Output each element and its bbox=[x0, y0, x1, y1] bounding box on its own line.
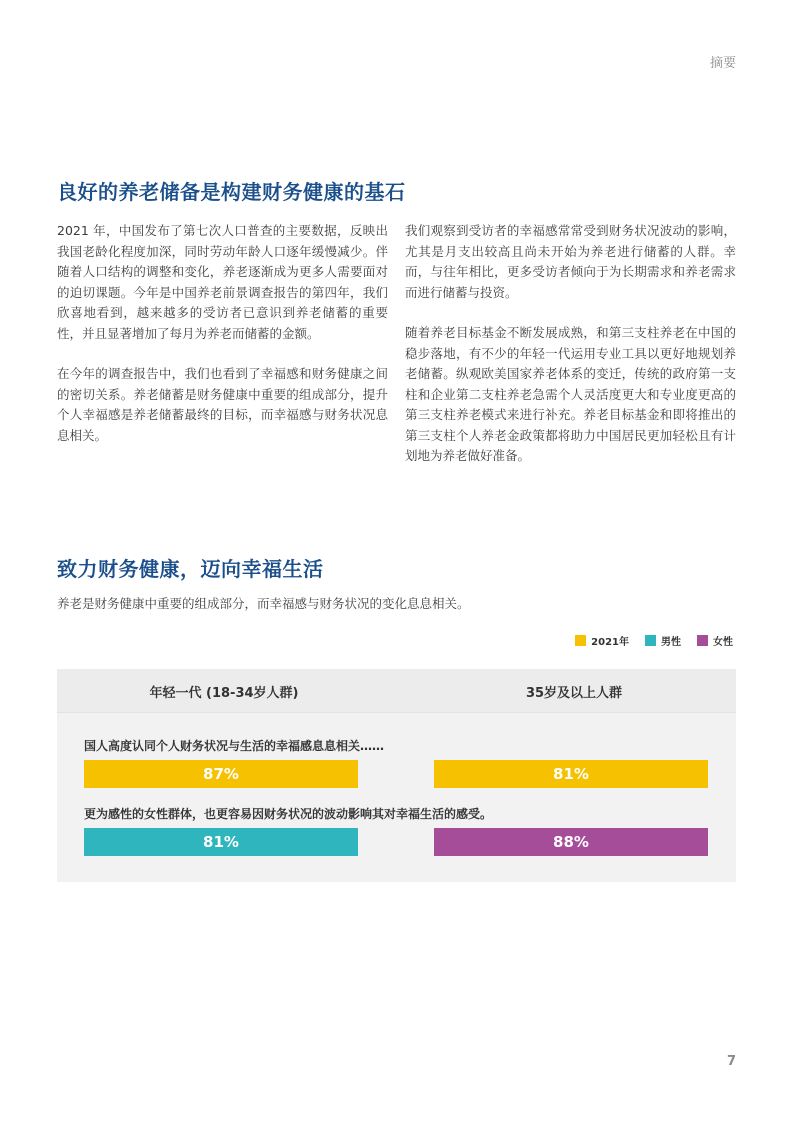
legend-label: 2021年 bbox=[591, 637, 629, 648]
column-header-older: 35岁及以上人群 bbox=[525, 686, 623, 701]
legend-item-male bbox=[645, 633, 681, 648]
paragraph: 我们观察到受访者的幸福感常常受到财务状况波动的影响，尤其是月支出较高且尚未开始为养老进行储蓄的人群。幸而，与往年相比，更多受访者倾向于为长期需求和养老需求而进行储蓄与投资。 bbox=[405, 223, 736, 300]
legend-swatch bbox=[697, 635, 708, 646]
legend-item-2021 bbox=[575, 633, 629, 648]
panel-header bbox=[57, 669, 736, 713]
legend-item-female bbox=[697, 633, 733, 648]
bar-young-wellbeing bbox=[84, 760, 358, 788]
bar-older-wellbeing bbox=[434, 760, 708, 788]
paragraph: 随着养老目标基金不断发展成熟，和第三支柱养老在中国的稳步落地，有不少的年轻一代运用专业工具以更好地规划养老储蓄。纵观欧美国家养老体系的变迁，传统的政府第一支柱和企业第二支柱养老急需个人灵活度更大和专业度更高的第三支柱养老模式来进行补充。养老目标基金和即将推出的第三支柱个人养老金政策都将助力中国居民更加轻松且有计划地为养老做好准备。 bbox=[405, 325, 736, 463]
legend-label: 男性 bbox=[661, 637, 681, 648]
bar-value: 81% bbox=[553, 765, 589, 783]
section-title-financial-wellness: 致力财务健康，迈向幸福生活 bbox=[57, 557, 324, 581]
bar-value: 88% bbox=[553, 833, 589, 851]
stat-label-wellbeing: 国人高度认同个人财务状况与生活的幸福感息息相关…… bbox=[84, 739, 385, 753]
bar-value: 81% bbox=[203, 833, 239, 851]
left-column bbox=[57, 221, 388, 446]
section-title-retirement-reserve: 良好的养老储备是构建财务健康的基石 bbox=[57, 180, 406, 204]
bar-young-male bbox=[84, 828, 358, 856]
section-intro: 养老是财务健康中重要的组成部分，而幸福感与财务状况的变化息息相关。 bbox=[57, 596, 470, 611]
page-number: 7 bbox=[726, 1054, 736, 1069]
paragraph: 2021 年，中国发布了第七次人口普查的主要数据，反映出我国老龄化程度加深，同时劳动年龄人口逐年缓慢减少。伴随着人口结构的调整和变化，养老逐渐成为更多人需要面对的迫切课题。今年是中国养老前景调查报告的第四年，我们欣喜地看到，越来越多的受访者已意识到养老储蓄的重要性，并且显著增加了每月为养老而储蓄的金额。 bbox=[57, 223, 388, 341]
stats-panel bbox=[57, 669, 736, 882]
bar-value: 87% bbox=[203, 765, 239, 783]
paragraph: 在今年的调查报告中，我们也看到了幸福感和财务健康之间的密切关系。养老储蓄是财务健康中重要的组成部分，提升个人幸福感是养老储蓄最终的目标，而幸福感与财务状况息息相关。 bbox=[57, 366, 388, 443]
stat-label-female: 更为感性的女性群体，也更容易因财务状况的波动影响其对幸福生活的感受。 bbox=[84, 807, 493, 821]
section-label: 摘要 bbox=[709, 56, 736, 71]
legend-label: 女性 bbox=[713, 637, 733, 648]
legend-swatch bbox=[645, 635, 656, 646]
bar-older-female bbox=[434, 828, 708, 856]
column-header-young: 年轻一代 (18-34岁人群) bbox=[149, 686, 299, 701]
legend-swatch bbox=[575, 635, 586, 646]
right-column bbox=[405, 221, 736, 467]
legend bbox=[575, 633, 733, 648]
